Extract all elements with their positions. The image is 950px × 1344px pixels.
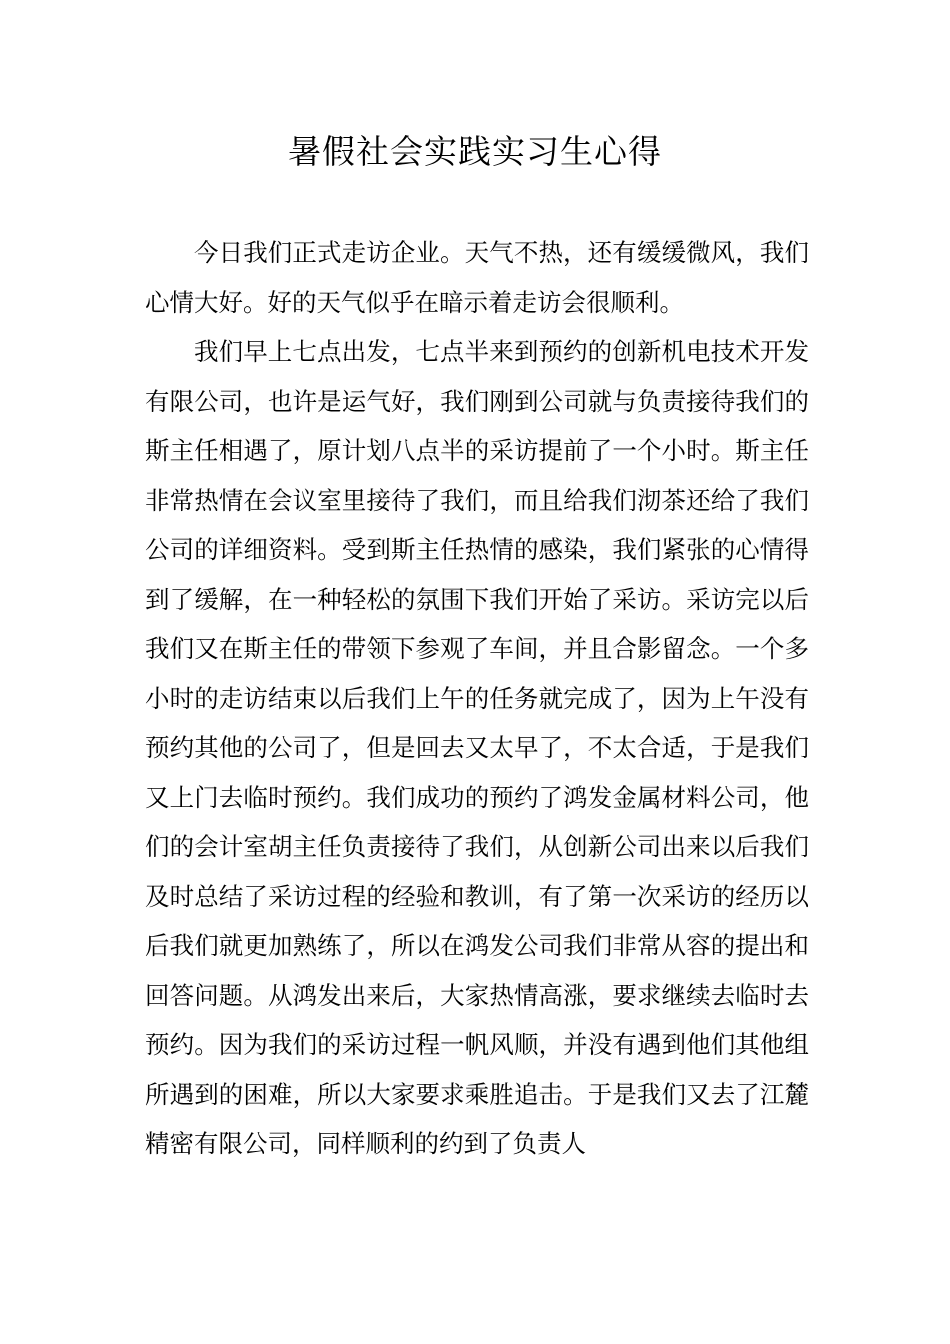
paragraph-2: 我们早上七点出发，七点半来到预约的创新机电技术开发有限公司，也许是运气好，我们刚到公司就与负责接待我们的斯主任相遇了，原计划八点半的采访提前了一个小时。斯主任非常热情在会议室里接待了我们，而且给我们沏茶还给了我们公司的详细资料。受到斯主任热情的感染，我们紧张的心情得到了缓解，在一种轻松的氛围下我们开始了采访。采访完以后我们又在斯主任的带领下参观了车间，并且合影留念。一个多小时的走访结束以后我们上午的任务就完成了，因为上午没有预约其他的公司了，但是回去又太早了，不太合适，于是我们又上门去临时预约。我们成功的预约了鸿发金属材料公司，他们的会计室胡主任负责接待了我们，从创新公司出来以后我们及时总结了采访过程的经验和教训，有了第一次采访的经历以后我们就更加熟练了，所以在鸿发公司我们非常从容的提出和回答问题。从鸿发出来后，大家热情高涨，要求继续去临时去预约。因为我们的采访过程一帆风顺，并没有遇到他们其他组所遇到的困难，所以大家要求乘胜追击。于是我们又去了江麓精密有限公司，同样顺利的约到了负责人	[145, 337, 809, 1158]
document-body	[145, 228, 809, 1169]
paragraph-1: 今日我们正式走访企业。天气不热，还有缓缓微风，我们心情大好。好的天气似乎在暗示着走访会很顺利。	[145, 238, 809, 317]
document-title: 暑假社会实践实习生心得	[288, 132, 662, 171]
